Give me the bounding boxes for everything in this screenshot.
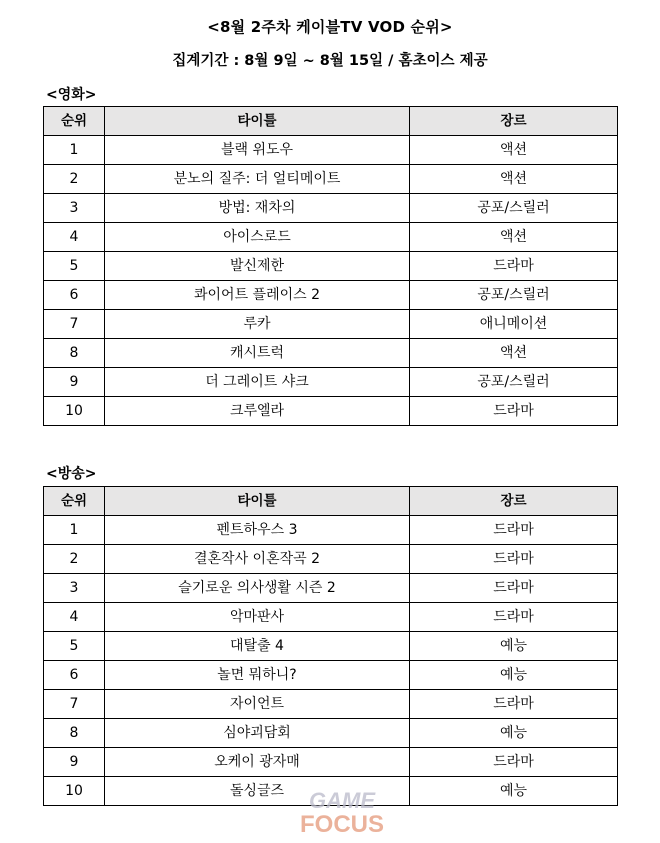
genre-cell: 공포/스릴러	[410, 194, 618, 223]
table-row	[44, 194, 618, 223]
title-cell: 심야괴담회	[105, 719, 410, 748]
genre-cell: 드라마	[410, 545, 618, 574]
table-header-row	[44, 487, 618, 516]
table-row	[44, 397, 618, 426]
watermark-line1: GAME	[309, 788, 375, 813]
genre-cell: 드라마	[410, 574, 618, 603]
title-cell: 돌싱글즈	[105, 777, 410, 806]
table-row	[44, 632, 618, 661]
title-cell: 슬기로운 의사생활 시즌 2	[105, 574, 410, 603]
rank-cell: 7	[44, 310, 105, 339]
title-cell: 분노의 질주: 더 얼티메이트	[105, 165, 410, 194]
column-header-title: 타이틀	[105, 107, 410, 136]
title-cell: 루카	[105, 310, 410, 339]
genre-cell: 액션	[410, 136, 618, 165]
genre-cell: 예능	[410, 719, 618, 748]
table-header-row	[44, 107, 618, 136]
title-cell: 악마판사	[105, 603, 410, 632]
title-cell: 아이스로드	[105, 223, 410, 252]
rank-cell: 5	[44, 252, 105, 281]
table-row	[44, 136, 618, 165]
title-cell: 방법: 재차의	[105, 194, 410, 223]
title-cell: 콰이어트 플레이스 2	[105, 281, 410, 310]
table-row	[44, 661, 618, 690]
rank-cell: 3	[44, 574, 105, 603]
genre-cell: 드라마	[410, 397, 618, 426]
rank-cell: 4	[44, 603, 105, 632]
genre-cell: 드라마	[410, 748, 618, 777]
rank-cell: 10	[44, 777, 105, 806]
table-row	[44, 223, 618, 252]
rank-cell: 2	[44, 545, 105, 574]
column-header-title: 타이틀	[105, 487, 410, 516]
rank-cell: 7	[44, 690, 105, 719]
rank-cell: 8	[44, 719, 105, 748]
table-row	[44, 690, 618, 719]
column-header-rank: 순위	[44, 107, 105, 136]
genre-cell: 예능	[410, 661, 618, 690]
genre-cell: 드라마	[410, 690, 618, 719]
genre-cell: 드라마	[410, 516, 618, 545]
broadcast-section-label: <방송>	[46, 466, 97, 482]
rank-cell: 1	[44, 516, 105, 545]
table-row	[44, 719, 618, 748]
table-row	[44, 281, 618, 310]
table-row	[44, 748, 618, 777]
title-cell: 펜트하우스 3	[105, 516, 410, 545]
genre-cell: 예능	[410, 632, 618, 661]
column-header-rank: 순위	[44, 487, 105, 516]
rank-cell: 9	[44, 368, 105, 397]
page-title: <8월 2주차 케이블TV VOD 순위>	[207, 18, 453, 36]
rank-cell: 6	[44, 281, 105, 310]
title-cell: 더 그레이트 샤크	[105, 368, 410, 397]
genre-cell: 액션	[410, 339, 618, 368]
title-cell: 자이언트	[105, 690, 410, 719]
rank-cell: 1	[44, 136, 105, 165]
rank-cell: 2	[44, 165, 105, 194]
table-row	[44, 252, 618, 281]
title-cell: 캐시트럭	[105, 339, 410, 368]
column-header-genre: 장르	[410, 107, 618, 136]
genre-cell: 애니메이션	[410, 310, 618, 339]
genre-cell: 예능	[410, 777, 618, 806]
genre-cell: 공포/스릴러	[410, 368, 618, 397]
rank-cell: 3	[44, 194, 105, 223]
title-cell: 놀면 뭐하니?	[105, 661, 410, 690]
page-subtitle: 집계기간 : 8월 9일 ~ 8월 15일 / 홈초이스 제공	[172, 53, 488, 69]
broadcast-table	[43, 486, 618, 806]
rank-cell: 5	[44, 632, 105, 661]
genre-cell: 액션	[410, 223, 618, 252]
title-cell: 발신제한	[105, 252, 410, 281]
rank-cell: 8	[44, 339, 105, 368]
table-row	[44, 516, 618, 545]
table-row	[44, 603, 618, 632]
title-cell: 결혼작사 이혼작곡 2	[105, 545, 410, 574]
rank-cell: 6	[44, 661, 105, 690]
table-row	[44, 339, 618, 368]
rank-cell: 9	[44, 748, 105, 777]
table-row	[44, 368, 618, 397]
title-cell: 오케이 광자매	[105, 748, 410, 777]
genre-cell: 드라마	[410, 252, 618, 281]
movies-table	[43, 106, 618, 426]
table-row	[44, 574, 618, 603]
table-row	[44, 165, 618, 194]
watermark-line2: FOCUS	[300, 811, 384, 836]
genre-cell: 드라마	[410, 603, 618, 632]
title-cell: 블랙 위도우	[105, 136, 410, 165]
rank-cell: 10	[44, 397, 105, 426]
movies-section-label: <영화>	[46, 87, 97, 103]
genre-cell: 공포/스릴러	[410, 281, 618, 310]
table-row	[44, 310, 618, 339]
table-row	[44, 545, 618, 574]
rank-cell: 4	[44, 223, 105, 252]
genre-cell: 액션	[410, 165, 618, 194]
title-cell: 크루엘라	[105, 397, 410, 426]
column-header-genre: 장르	[410, 487, 618, 516]
table-row	[44, 777, 618, 806]
title-cell: 대탈출 4	[105, 632, 410, 661]
